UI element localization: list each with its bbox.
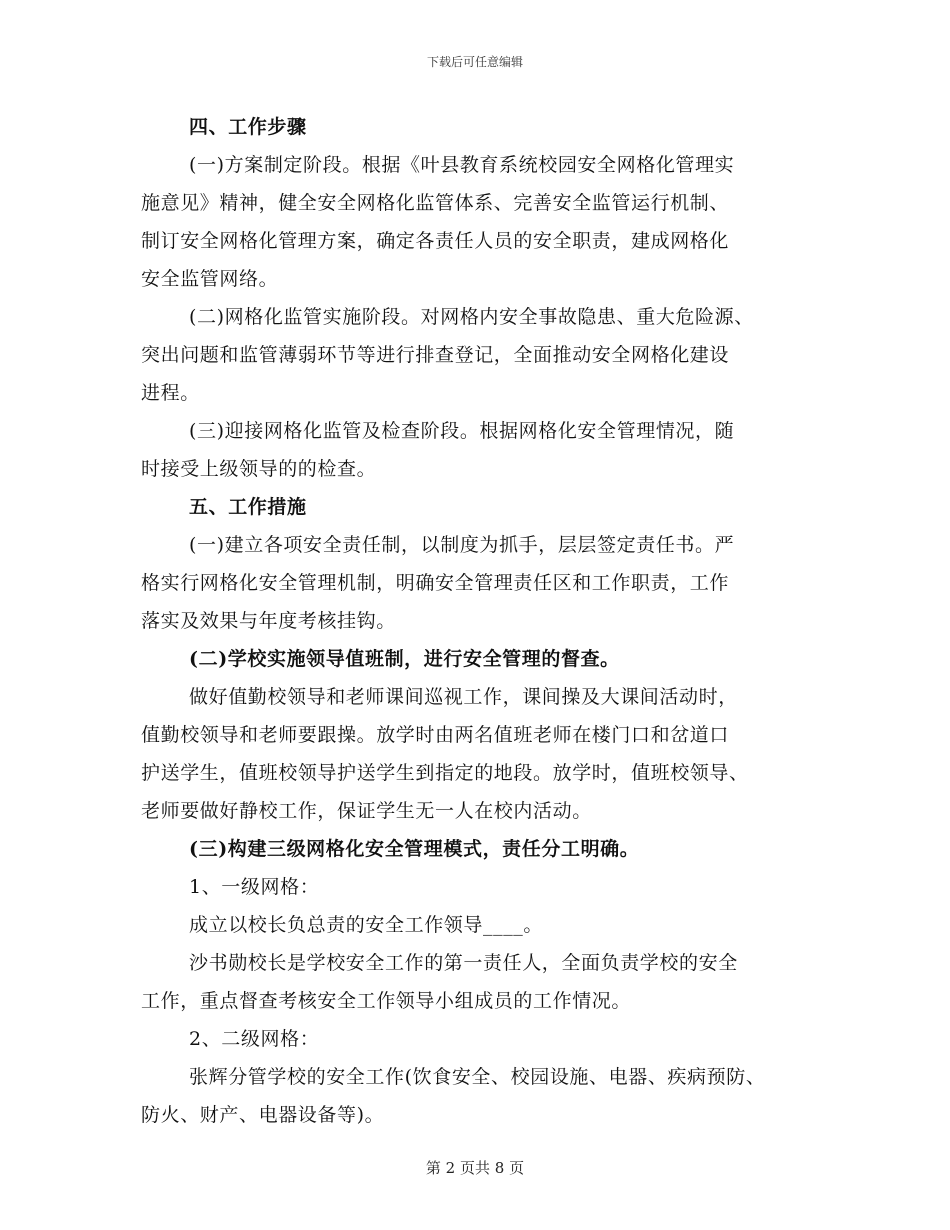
paragraph-line: 做好值勤校领导和老师课间巡视工作，课间操及大课间活动时， (189, 686, 738, 708)
paragraph-line: 沙书勋校长是学校安全工作的第一责任人，全面负责学校的安全 (189, 952, 738, 974)
page-footer: 第 2 页共 8 页 (425, 1159, 525, 1177)
paragraph-line: 老师要做好静校工作，保证学生无一人在校内活动。 (141, 800, 592, 822)
list-item-heading: 1、一级网格： (189, 876, 320, 898)
paragraph-line: 进程。 (141, 382, 200, 404)
paragraph-line: 护送学生，值班校领导护送学生到指定的地段。放学时，值班校领导、 (141, 762, 749, 784)
paragraph-line: 值勤校领导和老师要跟操。放学时由两名值班老师在楼门口和岔道口 (141, 724, 730, 746)
paragraph-line: 安全监管网络。 (141, 268, 279, 290)
subsection-heading: (三)构建三级网格化安全管理模式，责任分工明确。 (189, 838, 640, 860)
page-header: 下载后可任意编辑 (426, 55, 523, 69)
paragraph-line: (一)建立各项安全责任制，以制度为抓手，层层签定责任书。严 (189, 534, 735, 556)
document-body (141, 108, 831, 1134)
paragraph-line: 成立以校长负总责的安全工作领导____。 (189, 914, 544, 936)
paragraph-line: 施意见》精神，健全安全网格化监管体系、完善安全监管运行机制、 (141, 192, 730, 214)
paragraph-line: 张辉分管学校的安全工作(饮食安全、校园设施、电器、疾病预防、 (189, 1066, 766, 1088)
section-heading: 四、工作步骤 (189, 116, 307, 138)
paragraph-line: 时接受上级领导的的检查。 (141, 458, 377, 480)
list-item-heading: 2、二级网格： (189, 1028, 320, 1050)
paragraph-line: (三)迎接网格化监管及检查阶段。根据网格化安全管理情况，随 (189, 420, 735, 442)
section-heading: 五、工作措施 (189, 496, 307, 518)
paragraph-line: 防火、财产、电器设备等)。 (141, 1104, 385, 1126)
paragraph-line: 工作，重点督查考核安全工作领导小组成员的工作情况。 (141, 990, 632, 1012)
subsection-heading: (二)学校实施领导值班制，进行安全管理的督查。 (189, 648, 620, 670)
paragraph-line: 格实行网格化安全管理机制，明确安全管理责任区和工作职责，工作 (141, 572, 730, 594)
paragraph-line: (一)方案制定阶段。根据《叶县教育系统校园安全网格化管理实 (189, 154, 735, 176)
paragraph-line: 落实及效果与年度考核挂钩。 (141, 610, 396, 632)
paragraph-line: 制订安全网格化管理方案，确定各责任人员的安全职责，建成网格化 (141, 230, 730, 252)
paragraph-line: 突出问题和监管薄弱环节等进行排查登记，全面推动安全网格化建设 (141, 344, 730, 366)
paragraph-line: (二)网格化监管实施阶段。对网格内安全事故隐患、重大危险源、 (189, 306, 754, 328)
